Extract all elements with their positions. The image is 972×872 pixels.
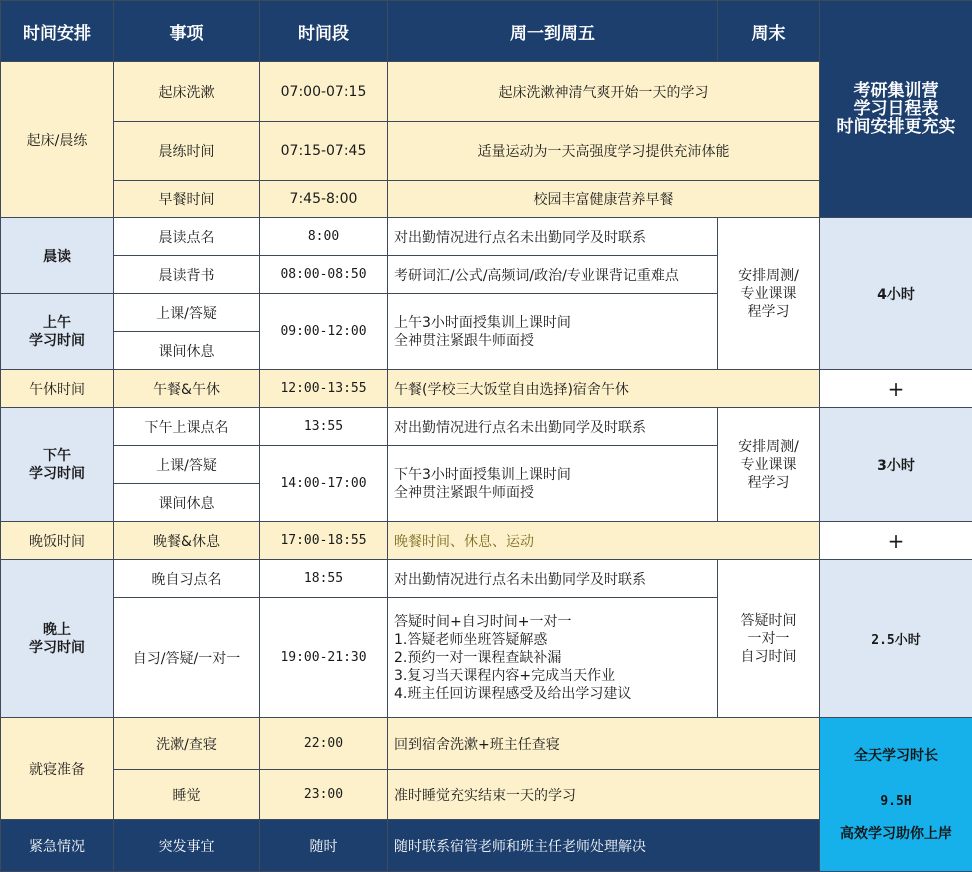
item-cell: 晨读点名 (114, 218, 260, 256)
weekend-line: 专业课课 (724, 285, 813, 303)
weekend-line: 一对一 (724, 630, 813, 648)
time-cell: 08:00-08:50 (260, 256, 388, 294)
item-cell: 上课/答疑 (114, 294, 260, 332)
desc-line: 答疑时间+自习时间+一对一 (394, 613, 711, 631)
desc-cell: 回到宿舍洗漱+班主任查寝 (388, 718, 820, 770)
time-cell: 7:45-8:00 (260, 181, 388, 218)
desc-cell: 随时联系宿管老师和班主任老师处理解决 (388, 820, 820, 872)
hours-am: 4小时 (820, 218, 972, 370)
weekend-line: 专业课课 (724, 456, 813, 474)
time-cell: 12:00-13:55 (260, 370, 388, 408)
group-line: 下午 (7, 447, 107, 465)
group-evening (1, 560, 114, 718)
desc-line: 全神贯注紧跟牛师面授 (394, 484, 711, 502)
item-cell: 洗漱/查寝 (114, 718, 260, 770)
group-afternoon (1, 408, 114, 522)
weekend-line: 安排周测/ (724, 267, 813, 285)
item-cell: 上课/答疑 (114, 446, 260, 484)
item-cell: 睡觉 (114, 770, 260, 820)
weekend-line: 程学习 (724, 474, 813, 492)
plus-icon: + (820, 370, 972, 408)
time-cell: 22:00 (260, 718, 388, 770)
hours-pm: 3小时 (820, 408, 972, 522)
item-cell: 下午上课点名 (114, 408, 260, 446)
time-cell: 18:55 (260, 560, 388, 598)
table-row (1, 370, 972, 408)
time-cell: 14:00-17:00 (260, 446, 388, 522)
time-cell: 随时 (260, 820, 388, 872)
table-row (1, 560, 972, 598)
group-dinner: 晚饭时间 (1, 522, 114, 560)
item-cell: 课间休息 (114, 332, 260, 370)
time-cell: 17:00-18:55 (260, 522, 388, 560)
header-item: 事项 (114, 1, 260, 62)
desc-cell (388, 598, 718, 718)
time-cell: 07:15-07:45 (260, 122, 388, 181)
group-emergency: 紧急情况 (1, 820, 114, 872)
desc-line: 4.班主任回访课程感受及给出学习建议 (394, 685, 711, 703)
item-cell: 晨练时间 (114, 122, 260, 181)
header-time-arrangement: 时间安排 (1, 1, 114, 62)
item-cell: 早餐时间 (114, 181, 260, 218)
table-row (1, 218, 972, 256)
group-line: 学习时间 (7, 639, 107, 657)
table-row (1, 408, 972, 446)
item-cell: 晚自习点名 (114, 560, 260, 598)
desc-line: 下午3小时面授集训上课时间 (394, 466, 711, 484)
group-reading: 晨读 (1, 218, 114, 294)
desc-cell: 准时睡觉充实结束一天的学习 (388, 770, 820, 820)
weekend-line: 程学习 (724, 303, 813, 321)
group-wake: 起床/晨练 (1, 62, 114, 218)
item-cell: 晨读背书 (114, 256, 260, 294)
time-cell: 8:00 (260, 218, 388, 256)
table-row (1, 522, 972, 560)
weekend-line: 自习时间 (724, 648, 813, 666)
desc-line: 2.预约一对一课程查缺补漏 (394, 649, 711, 667)
desc-line: 1.答疑老师坐班答疑解惑 (394, 631, 711, 649)
group-noon: 午休时间 (1, 370, 114, 408)
side-title-line: 时间安排更充实 (826, 118, 966, 136)
side-title-line: 考研集训营 (826, 82, 966, 100)
group-morning (1, 294, 114, 370)
header-weekday: 周一到周五 (388, 1, 718, 62)
item-cell: 自习/答疑/一对一 (114, 598, 260, 718)
time-cell: 13:55 (260, 408, 388, 446)
item-cell: 起床洗漱 (114, 62, 260, 122)
desc-cell: 适量运动为一天高强度学习提供充沛体能 (388, 122, 820, 181)
desc-cell: 考研词汇/公式/高频词/政治/专业课背记重难点 (388, 256, 718, 294)
desc-cell (388, 294, 718, 370)
group-line: 上午 (7, 314, 107, 332)
group-bed: 就寝准备 (1, 718, 114, 820)
weekend-cell-eve (718, 560, 820, 718)
item-cell: 课间休息 (114, 484, 260, 522)
weekend-cell-am (718, 218, 820, 370)
side-summary-hours: 9.5H (826, 793, 966, 811)
side-summary-panel (820, 718, 972, 872)
weekend-line: 答疑时间 (724, 612, 813, 630)
item-cell: 晚餐&休息 (114, 522, 260, 560)
time-cell: 19:00-21:30 (260, 598, 388, 718)
time-cell: 07:00-07:15 (260, 62, 388, 122)
group-line: 学习时间 (7, 332, 107, 350)
desc-line: 上午3小时面授集训上课时间 (394, 314, 711, 332)
desc-cell: 对出勤情况进行点名未出勤同学及时联系 (388, 408, 718, 446)
header-time-slot: 时间段 (260, 1, 388, 62)
desc-cell: 起床洗漱神清气爽开始一天的学习 (388, 62, 820, 122)
side-summary-line: 全天学习时长 (826, 747, 966, 765)
desc-cell: 对出勤情况进行点名未出勤同学及时联系 (388, 560, 718, 598)
group-line: 晚上 (7, 621, 107, 639)
weekend-cell-pm (718, 408, 820, 522)
side-title-panel (820, 1, 972, 218)
table-row (1, 718, 972, 770)
desc-cell: 晚餐时间、休息、运动 (388, 522, 820, 560)
plus-icon: + (820, 522, 972, 560)
item-cell: 午餐&午休 (114, 370, 260, 408)
item-cell: 突发事宜 (114, 820, 260, 872)
group-line: 学习时间 (7, 465, 107, 483)
header-weekend: 周末 (718, 1, 820, 62)
time-cell: 23:00 (260, 770, 388, 820)
side-summary-line: 高效学习助你上岸 (826, 825, 966, 843)
desc-cell: 校园丰富健康营养早餐 (388, 181, 820, 218)
desc-cell: 对出勤情况进行点名未出勤同学及时联系 (388, 218, 718, 256)
side-title-line: 学习日程表 (826, 100, 966, 118)
desc-line: 3.复习当天课程内容+完成当天作业 (394, 667, 711, 685)
hours-eve: 2.5小时 (820, 560, 972, 718)
time-cell: 09:00-12:00 (260, 294, 388, 370)
desc-line: 全神贯注紧跟牛师面授 (394, 332, 711, 350)
desc-cell: 午餐(学校三大饭堂自由选择)宿舍午休 (388, 370, 820, 408)
header-row (1, 1, 972, 62)
desc-cell (388, 446, 718, 522)
weekend-line: 安排周测/ (724, 438, 813, 456)
